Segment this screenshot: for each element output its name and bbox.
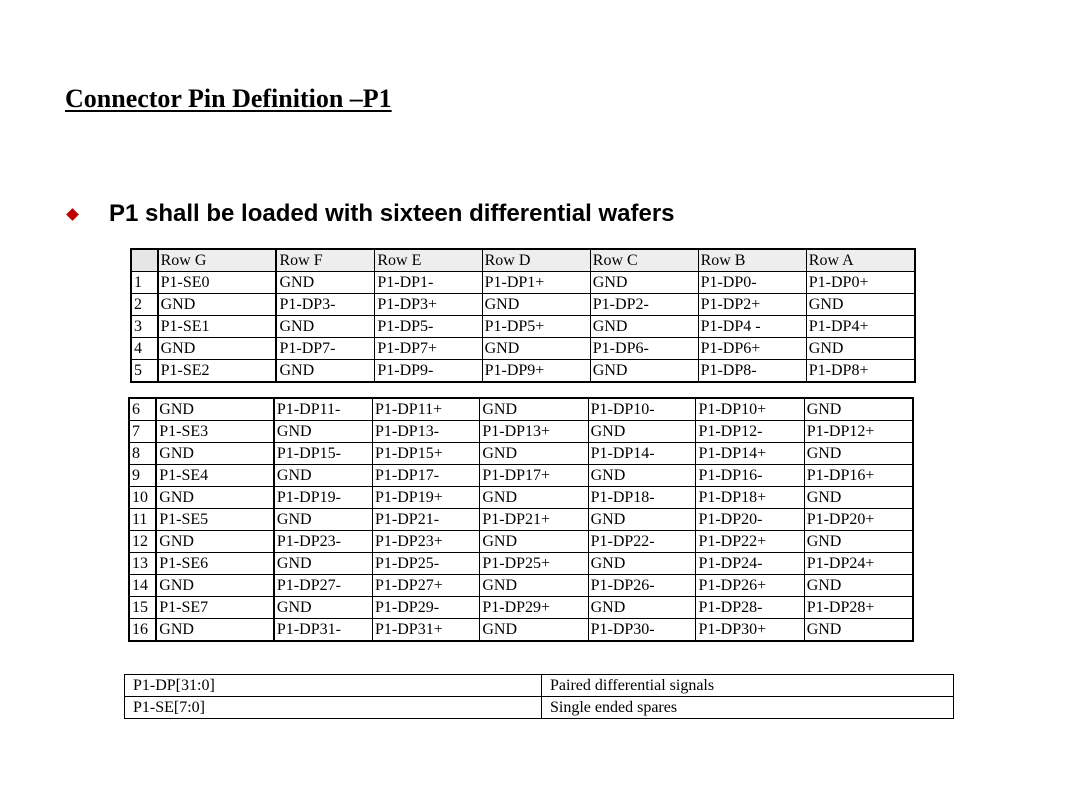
table-row [131,294,915,316]
row-e-cell: P1-DP23+ [373,531,480,553]
row-e-cell: P1-DP3+ [375,294,482,316]
row-a-cell: GND [804,443,913,465]
column-header: Row F [276,249,374,272]
pin-number-cell: 8 [129,443,156,465]
row-e-cell: P1-DP13- [373,421,480,443]
row-b-cell: P1-DP18+ [696,487,804,509]
row-c-cell: P1-DP14- [588,443,696,465]
legend-description: Single ended spares [542,697,954,719]
row-e-cell: P1-DP1- [375,272,482,294]
row-g-cell: GND [156,531,274,553]
row-b-cell: P1-DP8- [698,360,806,383]
row-c-cell: P1-DP26- [588,575,696,597]
row-f-cell: P1-DP23- [274,531,373,553]
row-c-cell: P1-DP2- [590,294,698,316]
legend-signal: P1-SE[7:0] [125,697,542,719]
row-g-cell: GND [156,619,274,642]
row-b-cell: P1-DP12- [696,421,804,443]
row-g-cell: P1-SE0 [158,272,277,294]
row-a-cell: P1-DP12+ [804,421,913,443]
pin-number-cell: 16 [129,619,156,642]
row-g-cell: GND [158,338,277,360]
pin-number-cell: 13 [129,553,156,575]
row-c-cell: P1-DP10- [588,398,696,421]
legend-row [125,675,954,697]
row-c-cell: P1-DP30- [588,619,696,642]
row-a-cell: P1-DP20+ [804,509,913,531]
table-row [129,509,913,531]
table-row [129,465,913,487]
row-a-cell: P1-DP16+ [804,465,913,487]
row-e-cell: P1-DP29- [373,597,480,619]
legend-description: Paired differential signals [542,675,954,697]
row-d-cell: P1-DP17+ [480,465,588,487]
row-f-cell: GND [276,316,374,338]
row-c-cell: GND [588,553,696,575]
row-f-cell: GND [276,272,374,294]
row-a-cell: GND [804,575,913,597]
pin-number-cell: 12 [129,531,156,553]
table-row [129,443,913,465]
pin-number-cell: 4 [131,338,158,360]
row-b-cell: P1-DP20- [696,509,804,531]
row-e-cell: P1-DP11+ [373,398,480,421]
table-row [129,597,913,619]
pin-number-cell: 11 [129,509,156,531]
row-a-cell: P1-DP0+ [806,272,915,294]
row-g-cell: GND [158,294,277,316]
row-e-cell: P1-DP17- [373,465,480,487]
row-e-cell: P1-DP19+ [373,487,480,509]
row-b-cell: P1-DP14+ [696,443,804,465]
table-row [131,360,915,383]
row-e-cell: P1-DP31+ [373,619,480,642]
row-c-cell: GND [590,360,698,383]
table-row [131,338,915,360]
header-corner-cell [131,249,158,272]
header-row [131,249,915,272]
row-d-cell: GND [480,575,588,597]
row-d-cell: P1-DP13+ [480,421,588,443]
row-f-cell: P1-DP31- [274,619,373,642]
slide-title: Connector Pin Definition –P1 [65,84,392,113]
row-c-cell: P1-DP6- [590,338,698,360]
row-f-cell: GND [274,553,373,575]
row-c-cell: P1-DP22- [588,531,696,553]
row-a-cell: GND [804,619,913,642]
row-f-cell: GND [274,421,373,443]
row-e-cell: P1-DP7+ [375,338,482,360]
table-row [131,272,915,294]
bullet-line [65,196,675,232]
row-f-cell: GND [274,509,373,531]
row-f-cell: P1-DP11- [274,398,373,421]
column-header: Row D [482,249,590,272]
row-g-cell: P1-SE7 [156,597,274,619]
bullet-text: P1 shall be loaded with sixteen differential wafers [109,200,675,227]
row-b-cell: P1-DP6+ [698,338,806,360]
row-d-cell: P1-DP5+ [482,316,590,338]
table-row [129,575,913,597]
row-c-cell: P1-DP18- [588,487,696,509]
row-e-cell: P1-DP21- [373,509,480,531]
row-f-cell: P1-DP3- [276,294,374,316]
row-c-cell: GND [588,465,696,487]
row-f-cell: GND [276,360,374,383]
table-row [129,531,913,553]
row-g-cell: P1-SE2 [158,360,277,383]
column-header: Row C [590,249,698,272]
row-a-cell: P1-DP4+ [806,316,915,338]
row-b-cell: P1-DP4 - [698,316,806,338]
row-b-cell: P1-DP10+ [696,398,804,421]
row-d-cell: GND [482,338,590,360]
pin-table-rows-1-5 [130,248,916,383]
row-f-cell: P1-DP27- [274,575,373,597]
column-header: Row A [806,249,915,272]
row-g-cell: P1-SE1 [158,316,277,338]
pin-number-cell: 1 [131,272,158,294]
row-f-cell: GND [274,597,373,619]
table-row [129,487,913,509]
row-a-cell: P1-DP24+ [804,553,913,575]
row-a-cell: GND [804,487,913,509]
row-d-cell: GND [480,619,588,642]
table-row [131,316,915,338]
pin-number-cell: 10 [129,487,156,509]
row-f-cell: P1-DP15- [274,443,373,465]
row-f-cell: P1-DP7- [276,338,374,360]
legend-row [125,697,954,719]
legend-signal: P1-DP[31:0] [125,675,542,697]
row-c-cell: GND [588,597,696,619]
row-b-cell: P1-DP24- [696,553,804,575]
row-e-cell: P1-DP9- [375,360,482,383]
row-e-cell: P1-DP25- [373,553,480,575]
pin-number-cell: 5 [131,360,158,383]
column-header: Row G [158,249,277,272]
table-row [129,421,913,443]
row-b-cell: P1-DP2+ [698,294,806,316]
row-b-cell: P1-DP16- [696,465,804,487]
row-b-cell: P1-DP22+ [696,531,804,553]
row-a-cell: P1-DP28+ [804,597,913,619]
row-g-cell: P1-SE4 [156,465,274,487]
pin-number-cell: 3 [131,316,158,338]
row-g-cell: GND [156,575,274,597]
row-d-cell: P1-DP9+ [482,360,590,383]
row-a-cell: GND [804,531,913,553]
row-g-cell: GND [156,398,274,421]
row-c-cell: GND [590,316,698,338]
row-a-cell: P1-DP8+ [806,360,915,383]
pin-number-cell: 6 [129,398,156,421]
row-b-cell: P1-DP0- [698,272,806,294]
row-f-cell: P1-DP19- [274,487,373,509]
row-g-cell: P1-SE5 [156,509,274,531]
pin-number-cell: 15 [129,597,156,619]
row-a-cell: GND [806,338,915,360]
row-d-cell: P1-DP21+ [480,509,588,531]
row-a-cell: GND [806,294,915,316]
row-g-cell: GND [156,487,274,509]
signal-legend-table [124,674,954,719]
row-c-cell: GND [590,272,698,294]
column-header: Row E [375,249,482,272]
row-d-cell: P1-DP1+ [482,272,590,294]
row-b-cell: P1-DP26+ [696,575,804,597]
column-header: Row B [698,249,806,272]
row-f-cell: GND [274,465,373,487]
row-c-cell: GND [588,509,696,531]
row-d-cell: GND [480,531,588,553]
row-g-cell: P1-SE6 [156,553,274,575]
pin-number-cell: 14 [129,575,156,597]
row-d-cell: GND [480,443,588,465]
row-d-cell: GND [482,294,590,316]
diamond-bullet-icon [66,208,79,221]
row-g-cell: GND [156,443,274,465]
pin-number-cell: 9 [129,465,156,487]
row-d-cell: P1-DP25+ [480,553,588,575]
row-b-cell: P1-DP28- [696,597,804,619]
row-d-cell: P1-DP29+ [480,597,588,619]
row-e-cell: P1-DP15+ [373,443,480,465]
row-g-cell: P1-SE3 [156,421,274,443]
row-e-cell: P1-DP5- [375,316,482,338]
row-b-cell: P1-DP30+ [696,619,804,642]
table-row [129,398,913,421]
table-row [129,553,913,575]
pin-table-rows-6-16 [128,397,914,642]
pin-number-cell: 2 [131,294,158,316]
row-d-cell: GND [480,398,588,421]
row-d-cell: GND [480,487,588,509]
row-a-cell: GND [804,398,913,421]
pin-number-cell: 7 [129,421,156,443]
row-c-cell: GND [588,421,696,443]
row-e-cell: P1-DP27+ [373,575,480,597]
table-row [129,619,913,642]
